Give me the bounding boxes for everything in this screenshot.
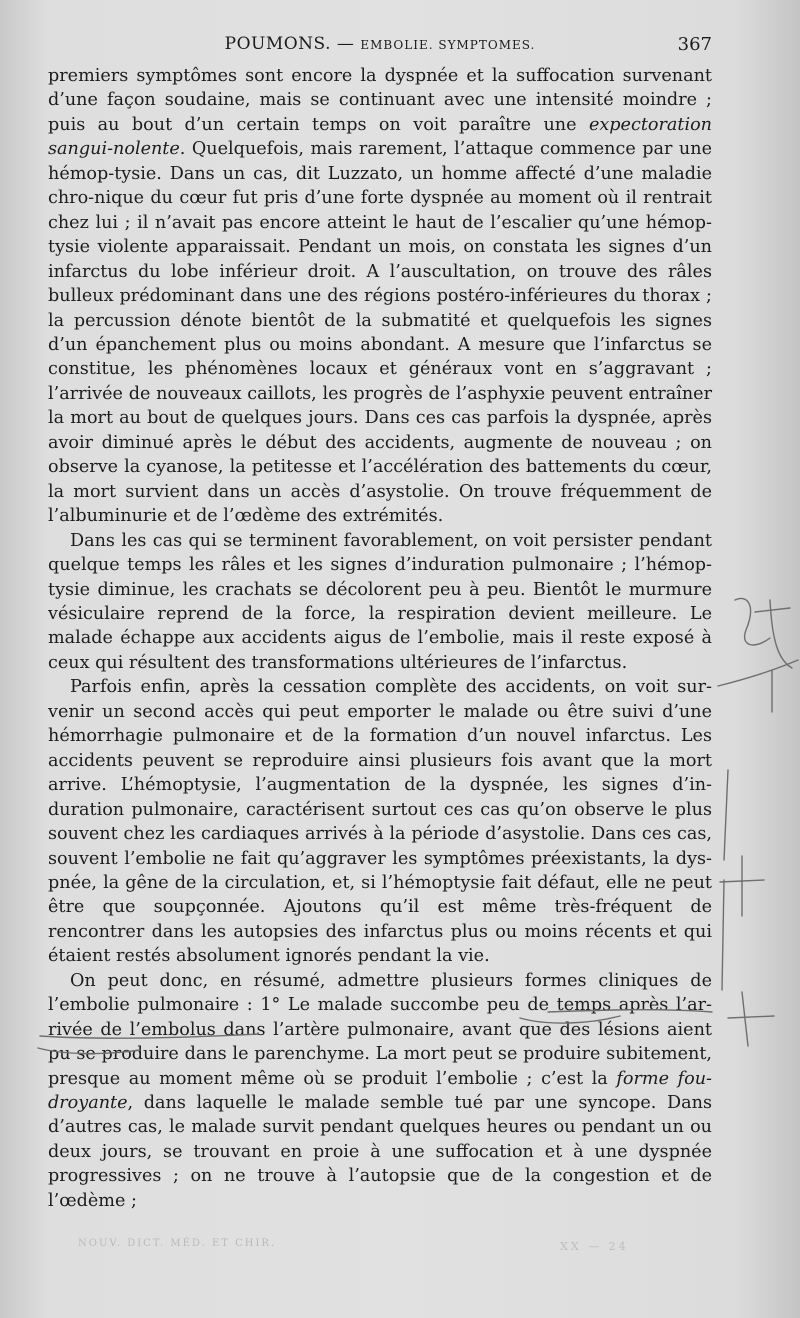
text-run: Dans les cas qui se terminent favorablement, on voit persister pendant quelque temps les râles et les signes d’induration pulmonaire ; l’hémop-tysie diminue, les crachats se décolorent peu à peu. Bientôt le murmure vésiculaire reprend de la force, la respiration devient meilleure. Le malade échappe aux accidents aigus de l’embolie, mais il reste exposé à ceux qui résultent des transformations ultérieures de l’infarctus. — [48, 530, 712, 673]
bleed-through-footer-left: NOUV. DICT. MÉD. ET CHIR. — [78, 1238, 277, 1249]
text-run: Parfois enfin, après la cessation complète des accidents, on voit sur-venir un second accès qui peut emporter le malade ou être suivi d’une hémorrhagie pulmonaire et de la formation d’un nouvel infarctus. Les accidents peuvent se reproduire ainsi plusieurs fois avant que la mort arrive. L’hémoptysie, l’augmentation de la dyspnée, les signes d’in-duration pulmonaire, caractérisent surtout ces cas qu’on observe le plus souvent chez les cardiaques arrivés à la période d’asystolie. Dans ces cas, souvent l’embolie ne fait qu’aggraver les symptômes préexistants, la dys-pnée, la gêne de la circulation, et, si l’hémoptysie fait défaut, elle ne peut être que soupçonnée. Ajoutons qu’il est même très-fréquent de rencontrer dans les autopsies des infarctus plus ou moins récents et qui étaient restés absolument ignorés pendant la vie. — [48, 677, 712, 967]
margin-cross-mark — [720, 856, 764, 916]
text-run: premiers symptômes sont encore la dyspnée et la suffocation survenant d’une façon soudaine, mais se continuant avec une intensité moindre ; puis au bout d’un certain temps on voit paraître une — [48, 66, 712, 135]
underline-embolie-pulmonaire — [40, 1034, 258, 1038]
margin-vertical-line — [722, 770, 728, 990]
bleed-through-footer-right: XX — 24 — [560, 1240, 629, 1253]
margin-cross-mark-lower — [728, 992, 774, 1046]
underline-rivee — [38, 1048, 140, 1054]
margin-handwriting-mark — [735, 598, 792, 668]
header-subtitle: EMBOLIE. SYMPTOMES. — [360, 38, 536, 52]
page-number: 367 — [677, 34, 712, 55]
header-title: POUMONS. — [224, 34, 332, 54]
text-run: . Quelquefois, mais rarement, l’attaque commence par une hémop-tysie. Dans un cas, dit Luzzato, un homme affecté d’une maladie chro-nique du cœur fut pris d’une forte dyspnée au moment où il rentrait chez lui ; il n’avait pas encore atteint le haut de l’escalier qu’une hémop-tysie violente apparaissait. Pendant un mois, on constata les signes d’un infarctus du lobe inférieur droit. A l’auscultation, on trouve des râles bulleux prédominant dans une des régions postéro-inférieures du thorax ; la percussion dénote bientôt de la submatité et quelquefois les signes d’un épanchement plus ou moins abondant. A mesure que l’infarctus se constitue, les phénomènes locaux et généraux vont en s’aggravant ; l’arrivée de nouveaux caillots, les progrès de l’asphyxie peuvent entraîner la mort au bout de quelques jours. Dans ces cas parfois la dyspnée, après avoir diminué après le début des accidents, augmente de nouveau ; on observe la cyanose, la petitesse et l’accélération des battements du cœur, la mort survient dans un accès d’asystolie. On trouve fréquemment de l’albuminurie et de l’œdème des extrémités. — [48, 139, 712, 527]
header-dash: — — [336, 34, 355, 54]
text-run: On peut donc, en résumé, admettre plusieurs formes cliniques de l’embolie pulmonaire : 1° Le malade succombe peu de temps après l’ar-rivée de l’embolus dans l’artère pulmonaire, avant que des lésions aient pu se produire dans le parenchyme. La mort peut se produire subitement, presque au moment même où se produit l’embolie ; c’est la — [48, 970, 712, 1089]
italic-text-run: expectoration sangui-nolente — [48, 114, 712, 160]
underline-temps — [520, 1016, 620, 1023]
italic-text-run: forme fou-droyante — [48, 1068, 712, 1114]
text-run: , dans laquelle le malade semble tué par une syncope. Dans d’autres cas, le malade survit pendant quelques heures ou pendant un ou deux jours, se trouvant en proie à une suffocation et à une dyspnée progressives ; on ne trouve à l’autopsie que de la congestion et de l’œdème ; — [48, 1093, 712, 1211]
underline-formes-cliniques — [548, 1010, 712, 1012]
